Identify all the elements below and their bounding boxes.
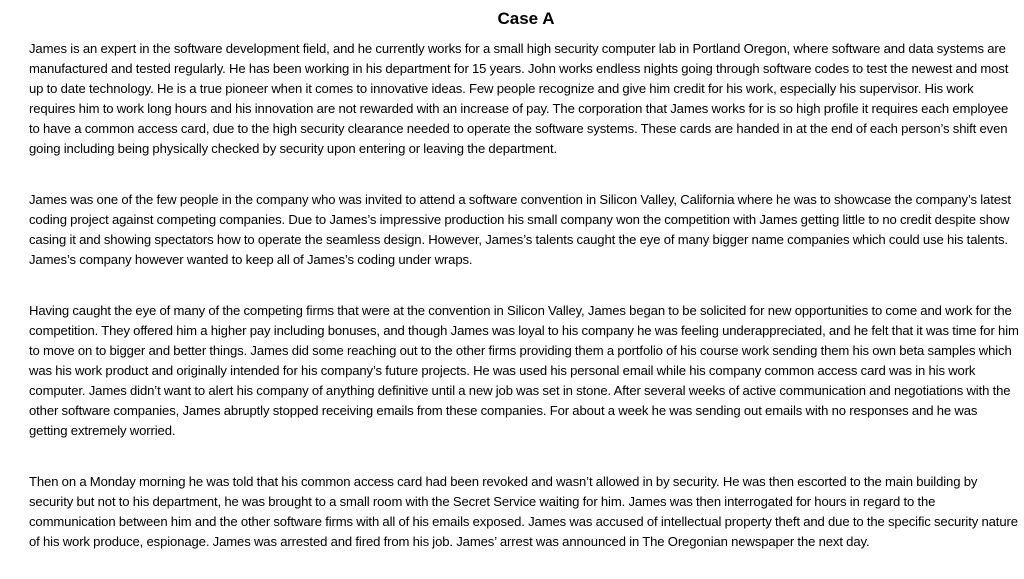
paragraph-1: James is an expert in the software development field, and he currently works for a small high security computer lab in Portland Oregon, where software and data systems are manufactured and tested regularly. He has been working in his department for 15 years. John works endless nights going through software codes to test the newest and most up to date technology. He is a true pioneer when it comes to innovative ideas. Few people recognize and give him credit for his work, especially his supervisor. His work requires him to work long hours and his innovation are not rewarded with an increase of pay. The corporation that James works for is so high profile it requires each employee to have a common access card, due to the high security clearance needed to operate the software systems. These cards are handed in at the end of each person’s shift even going including being physically checked by security upon entering or leaving the department. xyxy=(29,41,1009,156)
paragraph-4: Then on a Monday morning he was told that his common access card had been revoked and wasn’t allowed in by security. He was then escorted to the main building by security but not to his department, he was brought to a small room with the Secret Service waiting for him. James was then interrogated for hours in regard to the communication between him and the other software firms with all of his emails exposed. James was accused of intellectual property theft and due to the specific security nature of his work produce, espionage. James was arrested and fired from his job. James’ arrest was announced in The Oregonian newspaper the next day. xyxy=(29,474,1018,549)
paragraph-3: Having caught the eye of many of the competing firms that were at the convention in Silicon Valley, James began to be solicited for new opportunities to come and work for the competition. They offered him a higher pay including bonuses, and though James was loyal to his company he was feeling underappreciated, and he felt that it was time for him to move on to bigger and better things. James did some reaching out to the other firms providing them a portfolio of his course work sending them his own beta samples which was his work product and originally intended for his company’s future projects. He was used his personal email while his company common access card was in his work computer. James didn’t want to alert his company of anything definitive until a new job was set in stone. After several weeks of active communication and negotiations with the other software companies, James abruptly stopped receiving emails from these companies. For about a week he was sending out emails with no responses and he was getting extremely worried. xyxy=(29,303,1019,438)
document-title: Case A xyxy=(497,9,555,28)
paragraph-2: James was one of the few people in the company who was invited to attend a software convention in Silicon Valley, California where he was to showcase the company’s latest coding project against competing companies. Due to James’s impressive production his small company won the competition with James getting little to no credit despite show casing it and showing spectators how to operate the seamless design. However, James’s talents caught the eye of many bigger name companies which could use his talents. James’s company however wanted to keep all of James’s coding under wraps. xyxy=(29,192,1011,267)
